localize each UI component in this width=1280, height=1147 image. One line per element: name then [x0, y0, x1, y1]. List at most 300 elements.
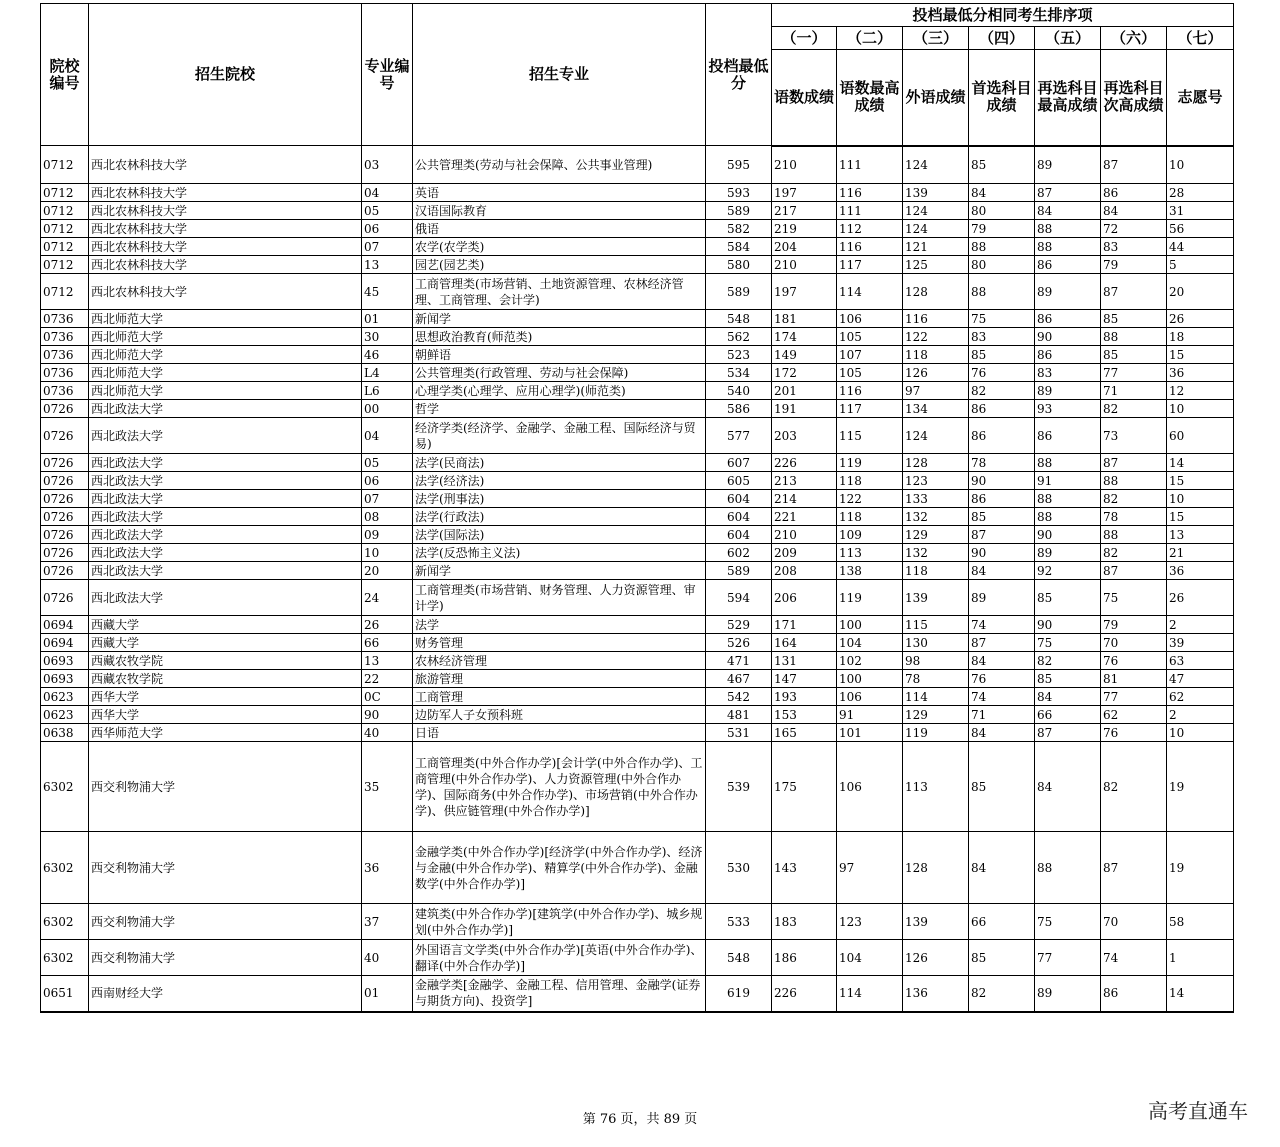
tiebreak-score-cell: 114	[837, 976, 903, 1012]
min-score-cell: 580	[706, 256, 772, 274]
school-name-cell: 西北师范大学	[89, 364, 362, 382]
tiebreak-score-cell: 111	[837, 202, 903, 220]
table-row	[41, 274, 1234, 310]
tiebreak-score-cell: 139	[903, 904, 969, 940]
tiebreak-score-cell: 79	[1101, 256, 1167, 274]
min-score-cell: 530	[706, 832, 772, 904]
tiebreak-score-cell: 116	[837, 382, 903, 400]
min-score-cell: 526	[706, 634, 772, 652]
table-row	[41, 454, 1234, 472]
tiebreak-score-cell: 86	[1035, 346, 1101, 364]
tiebreak-score-cell: 114	[903, 688, 969, 706]
tiebreak-score-cell: 112	[837, 220, 903, 238]
school-code-cell: 0726	[41, 526, 89, 544]
major-name-cell: 英语	[413, 184, 706, 202]
min-score-cell: 589	[706, 274, 772, 310]
tiebreak-score-cell: 77	[1035, 940, 1101, 976]
table-row	[41, 490, 1234, 508]
tiebreak-score-cell: 183	[772, 904, 837, 940]
tiebreak-score-cell: 109	[837, 526, 903, 544]
tiebreak-score-cell: 119	[837, 454, 903, 472]
school-code-cell: 6302	[41, 940, 89, 976]
school-code-cell: 0726	[41, 454, 89, 472]
major-code-cell: 10	[362, 544, 413, 562]
tiebreak-score-cell: 20	[1167, 274, 1234, 310]
tiebreak-score-cell: 85	[1101, 310, 1167, 328]
tiebreak-score-cell: 90	[1035, 328, 1101, 346]
table-row	[41, 346, 1234, 364]
header-tiebreak-label: 语数最高成绩	[837, 50, 903, 146]
tiebreak-score-cell: 104	[837, 634, 903, 652]
tiebreak-score-cell: 89	[1035, 274, 1101, 310]
tiebreak-score-cell: 106	[837, 688, 903, 706]
table-row	[41, 562, 1234, 580]
tiebreak-score-cell: 119	[837, 580, 903, 616]
major-code-cell: L6	[362, 382, 413, 400]
major-name-cell: 工商管理类(市场营销、财务管理、人力资源管理、审计学)	[413, 580, 706, 616]
min-score-cell: 542	[706, 688, 772, 706]
school-name-cell: 西北政法大学	[89, 508, 362, 526]
table-header	[41, 4, 1234, 146]
admission-score-table	[40, 3, 1234, 1013]
tiebreak-score-cell: 19	[1167, 742, 1234, 832]
tiebreak-score-cell: 86	[1035, 310, 1101, 328]
tiebreak-score-cell: 88	[1035, 454, 1101, 472]
school-name-cell: 西北政法大学	[89, 400, 362, 418]
school-code-cell: 6302	[41, 742, 89, 832]
major-code-cell: 37	[362, 904, 413, 940]
school-code-cell: 0638	[41, 724, 89, 742]
tiebreak-score-cell: 197	[772, 184, 837, 202]
tiebreak-score-cell: 86	[969, 400, 1035, 418]
major-name-cell: 法学	[413, 616, 706, 634]
tiebreak-score-cell: 106	[837, 742, 903, 832]
tiebreak-score-cell: 193	[772, 688, 837, 706]
tiebreak-score-cell: 209	[772, 544, 837, 562]
tiebreak-score-cell: 87	[1101, 146, 1167, 184]
tiebreak-score-cell: 138	[837, 562, 903, 580]
tiebreak-score-cell: 12	[1167, 382, 1234, 400]
school-name-cell: 西北农林科技大学	[89, 220, 362, 238]
school-code-cell: 0694	[41, 616, 89, 634]
min-score-cell: 589	[706, 562, 772, 580]
table-row	[41, 832, 1234, 904]
tiebreak-score-cell: 123	[837, 904, 903, 940]
tiebreak-score-cell: 90	[1035, 616, 1101, 634]
min-score-cell: 586	[706, 400, 772, 418]
tiebreak-score-cell: 101	[837, 724, 903, 742]
tiebreak-score-cell: 114	[837, 274, 903, 310]
tiebreak-score-cell: 15	[1167, 346, 1234, 364]
tiebreak-score-cell: 90	[969, 544, 1035, 562]
school-code-cell: 6302	[41, 904, 89, 940]
school-name-cell: 西北师范大学	[89, 346, 362, 364]
tiebreak-score-cell: 118	[903, 562, 969, 580]
school-code-cell: 0712	[41, 256, 89, 274]
tiebreak-score-cell: 84	[1101, 202, 1167, 220]
major-code-cell: 13	[362, 652, 413, 670]
min-score-cell: 523	[706, 346, 772, 364]
tiebreak-score-cell: 84	[1035, 742, 1101, 832]
tiebreak-score-cell: 131	[772, 652, 837, 670]
tiebreak-score-cell: 88	[1035, 220, 1101, 238]
header-min-score: 投档最低分	[706, 4, 772, 146]
tiebreak-score-cell: 90	[1035, 526, 1101, 544]
major-code-cell: 30	[362, 328, 413, 346]
school-name-cell: 西藏大学	[89, 616, 362, 634]
tiebreak-score-cell: 89	[1035, 146, 1101, 184]
min-score-cell: 529	[706, 616, 772, 634]
tiebreak-score-cell: 86	[1101, 184, 1167, 202]
tiebreak-score-cell: 13	[1167, 526, 1234, 544]
header-school-name: 招生院校	[89, 4, 362, 146]
tiebreak-score-cell: 197	[772, 274, 837, 310]
major-code-cell: 04	[362, 418, 413, 454]
tiebreak-score-cell: 71	[969, 706, 1035, 724]
tiebreak-score-cell: 117	[837, 400, 903, 418]
tiebreak-score-cell: 84	[969, 652, 1035, 670]
major-name-cell: 工商管理类(中外合作办学)[会计学(中外合作办学)、工商管理(中外合作办学)、人力资源管理(中外合作办学)、国际商务(中外合作办学)、市场营销(中外合作办学)、供应链管理(中外合作办学)]	[413, 742, 706, 832]
tiebreak-score-cell: 124	[903, 418, 969, 454]
tiebreak-score-cell: 82	[1101, 400, 1167, 418]
min-score-cell: 467	[706, 670, 772, 688]
major-code-cell: 26	[362, 616, 413, 634]
tiebreak-score-cell: 88	[1101, 526, 1167, 544]
table-row	[41, 616, 1234, 634]
major-name-cell: 心理学类(心理学、应用心理学)(师范类)	[413, 382, 706, 400]
major-code-cell: 00	[362, 400, 413, 418]
major-code-cell: 05	[362, 202, 413, 220]
tiebreak-score-cell: 136	[903, 976, 969, 1012]
major-code-cell: 35	[362, 742, 413, 832]
tiebreak-score-cell: 85	[969, 940, 1035, 976]
tiebreak-score-cell: 78	[1101, 508, 1167, 526]
tiebreak-score-cell: 36	[1167, 364, 1234, 382]
tiebreak-score-cell: 172	[772, 364, 837, 382]
major-name-cell: 法学(国际法)	[413, 526, 706, 544]
major-code-cell: 24	[362, 580, 413, 616]
tiebreak-score-cell: 130	[903, 634, 969, 652]
tiebreak-score-cell: 219	[772, 220, 837, 238]
tiebreak-score-cell: 75	[1035, 634, 1101, 652]
major-name-cell: 农学(农学类)	[413, 238, 706, 256]
school-code-cell: 0712	[41, 274, 89, 310]
school-code-cell: 0712	[41, 220, 89, 238]
tiebreak-score-cell: 210	[772, 526, 837, 544]
school-code-cell: 0726	[41, 400, 89, 418]
min-score-cell: 619	[706, 976, 772, 1012]
header-tiebreak-label: 语数成绩	[772, 50, 837, 146]
school-code-cell: 0726	[41, 490, 89, 508]
tiebreak-score-cell: 78	[969, 454, 1035, 472]
school-code-cell: 0726	[41, 418, 89, 454]
tiebreak-score-cell: 122	[903, 328, 969, 346]
tiebreak-score-cell: 87	[969, 634, 1035, 652]
school-code-cell: 0736	[41, 310, 89, 328]
school-code-cell: 0726	[41, 562, 89, 580]
major-name-cell: 哲学	[413, 400, 706, 418]
tiebreak-score-cell: 126	[903, 940, 969, 976]
tiebreak-score-cell: 165	[772, 724, 837, 742]
tiebreak-score-cell: 84	[969, 184, 1035, 202]
major-name-cell: 外国语言文学类(中外合作办学)[英语(中外合作办学)、翻译(中外合作办学)]	[413, 940, 706, 976]
tiebreak-score-cell: 98	[903, 652, 969, 670]
tiebreak-score-cell: 86	[1035, 256, 1101, 274]
major-code-cell: 06	[362, 472, 413, 490]
tiebreak-score-cell: 75	[1101, 580, 1167, 616]
table-row	[41, 328, 1234, 346]
tiebreak-score-cell: 62	[1167, 688, 1234, 706]
table-body	[41, 146, 1234, 1012]
tiebreak-score-cell: 88	[1035, 832, 1101, 904]
school-name-cell: 西北师范大学	[89, 382, 362, 400]
table-row	[41, 670, 1234, 688]
tiebreak-score-cell: 47	[1167, 670, 1234, 688]
tiebreak-score-cell: 97	[903, 382, 969, 400]
tiebreak-score-cell: 85	[1035, 670, 1101, 688]
table-row	[41, 688, 1234, 706]
tiebreak-score-cell: 213	[772, 472, 837, 490]
tiebreak-score-cell: 117	[837, 256, 903, 274]
school-name-cell: 西北师范大学	[89, 310, 362, 328]
tiebreak-score-cell: 36	[1167, 562, 1234, 580]
major-name-cell: 经济学类(经济学、金融学、金融工程、国际经济与贸易)	[413, 418, 706, 454]
tiebreak-score-cell: 134	[903, 400, 969, 418]
major-code-cell: 36	[362, 832, 413, 904]
school-code-cell: 0693	[41, 652, 89, 670]
tiebreak-score-cell: 226	[772, 454, 837, 472]
tiebreak-score-cell: 79	[969, 220, 1035, 238]
school-name-cell: 西交利物浦大学	[89, 940, 362, 976]
tiebreak-score-cell: 76	[1101, 652, 1167, 670]
min-score-cell: 531	[706, 724, 772, 742]
school-name-cell: 西北农林科技大学	[89, 184, 362, 202]
table-row	[41, 472, 1234, 490]
header-tiebreak-label: 志愿号	[1167, 50, 1234, 146]
tiebreak-score-cell: 128	[903, 274, 969, 310]
tiebreak-score-cell: 86	[1035, 418, 1101, 454]
tiebreak-score-cell: 226	[772, 976, 837, 1012]
tiebreak-score-cell: 72	[1101, 220, 1167, 238]
tiebreak-score-cell: 15	[1167, 472, 1234, 490]
tiebreak-score-cell: 18	[1167, 328, 1234, 346]
page-footer: 第 76 页，共 89 页	[582, 1112, 698, 1127]
tiebreak-score-cell: 221	[772, 508, 837, 526]
tiebreak-score-cell: 84	[1035, 688, 1101, 706]
tiebreak-score-cell: 76	[969, 364, 1035, 382]
table-row	[41, 146, 1234, 184]
major-name-cell: 法学(民商法)	[413, 454, 706, 472]
tiebreak-score-cell: 84	[969, 832, 1035, 904]
school-code-cell: 0623	[41, 706, 89, 724]
tiebreak-score-cell: 89	[1035, 544, 1101, 562]
tiebreak-score-cell: 122	[837, 490, 903, 508]
tiebreak-score-cell: 82	[1035, 652, 1101, 670]
min-score-cell: 481	[706, 706, 772, 724]
tiebreak-score-cell: 118	[837, 472, 903, 490]
tiebreak-score-cell: 76	[969, 670, 1035, 688]
school-code-cell: 0736	[41, 346, 89, 364]
tiebreak-score-cell: 58	[1167, 904, 1234, 940]
table-row	[41, 184, 1234, 202]
tiebreak-score-cell: 88	[1101, 472, 1167, 490]
min-score-cell: 607	[706, 454, 772, 472]
min-score-cell: 604	[706, 526, 772, 544]
tiebreak-score-cell: 39	[1167, 634, 1234, 652]
major-name-cell: 农林经济管理	[413, 652, 706, 670]
tiebreak-score-cell: 78	[903, 670, 969, 688]
min-score-cell: 534	[706, 364, 772, 382]
tiebreak-score-cell: 10	[1167, 724, 1234, 742]
tiebreak-score-cell: 77	[1101, 688, 1167, 706]
table-row	[41, 526, 1234, 544]
tiebreak-score-cell: 139	[903, 580, 969, 616]
school-name-cell: 西交利物浦大学	[89, 904, 362, 940]
tiebreak-score-cell: 66	[1035, 706, 1101, 724]
tiebreak-score-cell: 100	[837, 670, 903, 688]
tiebreak-score-cell: 80	[969, 256, 1035, 274]
tiebreak-score-cell: 181	[772, 310, 837, 328]
tiebreak-score-cell: 203	[772, 418, 837, 454]
min-score-cell: 539	[706, 742, 772, 832]
tiebreak-score-cell: 31	[1167, 202, 1234, 220]
school-name-cell: 西华师范大学	[89, 724, 362, 742]
major-name-cell: 思想政治教育(师范类)	[413, 328, 706, 346]
header-tiebreak-num: （七）	[1167, 27, 1234, 50]
min-score-cell: 471	[706, 652, 772, 670]
school-name-cell: 西北政法大学	[89, 526, 362, 544]
tiebreak-score-cell: 74	[969, 688, 1035, 706]
major-name-cell: 新闻学	[413, 562, 706, 580]
table-row	[41, 940, 1234, 976]
tiebreak-score-cell: 87	[1101, 832, 1167, 904]
table-row	[41, 544, 1234, 562]
tiebreak-score-cell: 124	[903, 202, 969, 220]
header-tiebreak-num: （四）	[969, 27, 1035, 50]
table-row	[41, 634, 1234, 652]
school-code-cell: 0736	[41, 364, 89, 382]
major-name-cell: 工商管理	[413, 688, 706, 706]
tiebreak-score-cell: 191	[772, 400, 837, 418]
header-tiebreak-num: （三）	[903, 27, 969, 50]
major-code-cell: 06	[362, 220, 413, 238]
min-score-cell: 577	[706, 418, 772, 454]
tiebreak-score-cell: 119	[903, 724, 969, 742]
school-name-cell: 西北政法大学	[89, 472, 362, 490]
major-name-cell: 建筑类(中外合作办学)[建筑学(中外合作办学)、城乡规划(中外合作办学)]	[413, 904, 706, 940]
header-tiebreak-num: （六）	[1101, 27, 1167, 50]
major-name-cell: 法学(刑事法)	[413, 490, 706, 508]
table-row	[41, 742, 1234, 832]
tiebreak-score-cell: 84	[1035, 202, 1101, 220]
tiebreak-score-cell: 84	[969, 724, 1035, 742]
tiebreak-score-cell: 113	[837, 544, 903, 562]
tiebreak-score-cell: 186	[772, 940, 837, 976]
tiebreak-score-cell: 106	[837, 310, 903, 328]
tiebreak-score-cell: 74	[969, 616, 1035, 634]
tiebreak-score-cell: 75	[1035, 904, 1101, 940]
header-school-code: 院校编号	[41, 4, 89, 146]
major-code-cell: 40	[362, 724, 413, 742]
school-name-cell: 西藏农牧学院	[89, 652, 362, 670]
school-code-cell: 0726	[41, 580, 89, 616]
tiebreak-score-cell: 85	[1035, 580, 1101, 616]
major-code-cell: 0C	[362, 688, 413, 706]
tiebreak-score-cell: 104	[837, 940, 903, 976]
school-name-cell: 西北农林科技大学	[89, 202, 362, 220]
major-name-cell: 法学(行政法)	[413, 508, 706, 526]
tiebreak-score-cell: 129	[903, 706, 969, 724]
major-name-cell: 边防军人子女预科班	[413, 706, 706, 724]
tiebreak-score-cell: 92	[1035, 562, 1101, 580]
tiebreak-score-cell: 208	[772, 562, 837, 580]
major-name-cell: 朝鲜语	[413, 346, 706, 364]
tiebreak-score-cell: 88	[1035, 508, 1101, 526]
tiebreak-score-cell: 126	[903, 364, 969, 382]
min-score-cell: 582	[706, 220, 772, 238]
school-code-cell: 0712	[41, 146, 89, 184]
major-name-cell: 财务管理	[413, 634, 706, 652]
tiebreak-score-cell: 89	[1035, 976, 1101, 1012]
tiebreak-score-cell: 210	[772, 256, 837, 274]
tiebreak-score-cell: 143	[772, 832, 837, 904]
school-name-cell: 西北政法大学	[89, 418, 362, 454]
major-code-cell: 08	[362, 508, 413, 526]
tiebreak-score-cell: 118	[837, 508, 903, 526]
tiebreak-score-cell: 71	[1101, 382, 1167, 400]
header-tiebreak-group: 投档最低分相同考生排序项	[772, 4, 1234, 27]
min-score-cell: 540	[706, 382, 772, 400]
min-score-cell: 589	[706, 202, 772, 220]
tiebreak-score-cell: 81	[1101, 670, 1167, 688]
tiebreak-score-cell: 128	[903, 832, 969, 904]
min-score-cell: 548	[706, 310, 772, 328]
major-name-cell: 公共管理类(劳动与社会保障、公共事业管理)	[413, 146, 706, 184]
tiebreak-score-cell: 214	[772, 490, 837, 508]
min-score-cell: 593	[706, 184, 772, 202]
school-name-cell: 西北师范大学	[89, 328, 362, 346]
tiebreak-score-cell: 83	[969, 328, 1035, 346]
school-name-cell: 西华大学	[89, 688, 362, 706]
tiebreak-score-cell: 88	[1035, 238, 1101, 256]
tiebreak-score-cell: 74	[1101, 940, 1167, 976]
tiebreak-score-cell: 85	[969, 508, 1035, 526]
major-code-cell: 90	[362, 706, 413, 724]
tiebreak-score-cell: 164	[772, 634, 837, 652]
min-score-cell: 595	[706, 146, 772, 184]
tiebreak-score-cell: 90	[969, 472, 1035, 490]
min-score-cell: 584	[706, 238, 772, 256]
tiebreak-score-cell: 77	[1101, 364, 1167, 382]
tiebreak-score-cell: 129	[903, 526, 969, 544]
tiebreak-score-cell: 206	[772, 580, 837, 616]
tiebreak-score-cell: 149	[772, 346, 837, 364]
major-name-cell: 新闻学	[413, 310, 706, 328]
table-row	[41, 382, 1234, 400]
major-code-cell: 40	[362, 940, 413, 976]
tiebreak-score-cell: 116	[903, 310, 969, 328]
school-name-cell: 西北政法大学	[89, 562, 362, 580]
major-code-cell: 20	[362, 562, 413, 580]
major-code-cell: 45	[362, 274, 413, 310]
tiebreak-score-cell: 204	[772, 238, 837, 256]
tiebreak-score-cell: 147	[772, 670, 837, 688]
tiebreak-score-cell: 128	[903, 454, 969, 472]
school-name-cell: 西北农林科技大学	[89, 238, 362, 256]
school-code-cell: 0712	[41, 184, 89, 202]
watermark: 高考直通车	[1148, 1099, 1248, 1123]
tiebreak-score-cell: 26	[1167, 310, 1234, 328]
